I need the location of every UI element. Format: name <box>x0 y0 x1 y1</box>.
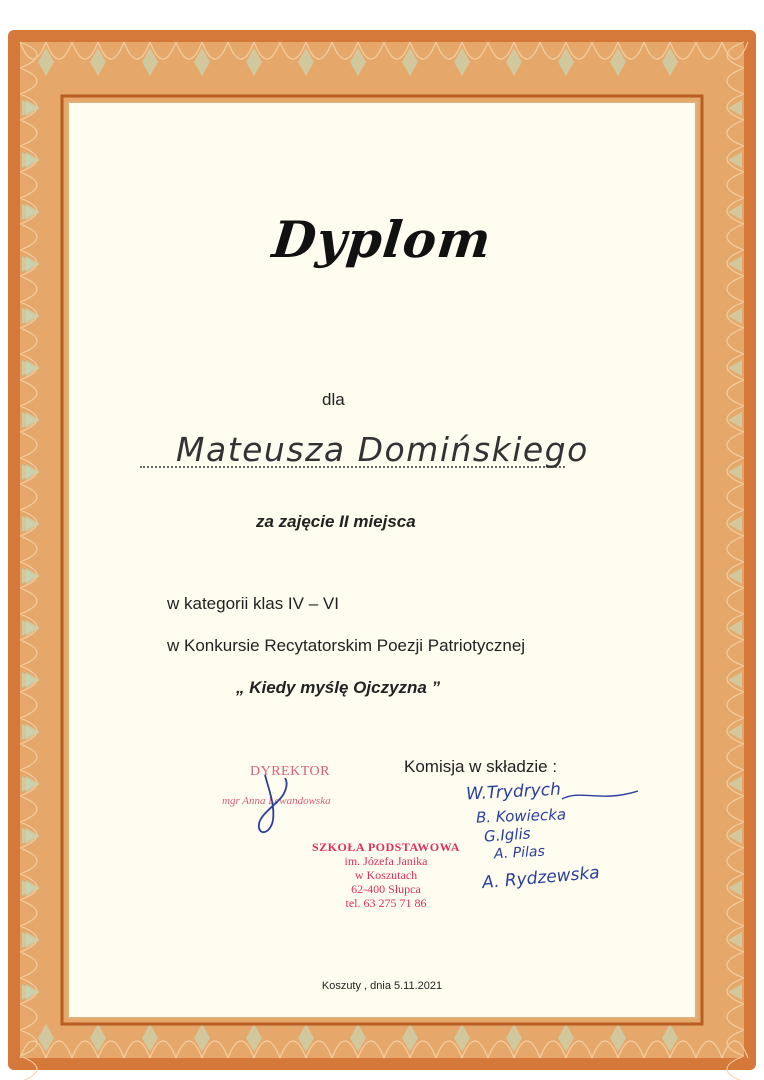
school-stamp <box>312 840 460 910</box>
committee-signature: W.Trydrych <box>465 779 562 805</box>
stamp-line: w Koszutach <box>354 868 418 882</box>
director-stamp-name: mgr Anna Lewandowska <box>222 795 331 807</box>
stamp-line: im. Józefa Janika <box>344 854 428 868</box>
for-label: dla <box>322 390 345 409</box>
director-signature <box>245 770 305 845</box>
place-date: Koszuty , dnia 5.11.2021 <box>321 980 443 992</box>
committee-signature: A. Rydzewska <box>481 862 601 894</box>
stamp-title: SZKOŁA PODSTAWOWA <box>312 840 460 854</box>
contest-text: w Konkursie Recytatorskim Poezji Patriotycznej <box>167 636 526 655</box>
diploma-title: Dyplom <box>269 210 495 269</box>
recipient-name: Mateusza Domińskiego <box>176 430 589 469</box>
stamp-line: 62-400 Słupca <box>351 882 421 896</box>
award-place: za zajęcie II miejsca <box>256 512 416 531</box>
signature-flourish <box>560 785 640 805</box>
committee-signature: A. Pilas <box>493 843 546 863</box>
committee-signature: B. Kowiecka <box>475 805 567 827</box>
committee-label: Komisja w składzie : <box>404 757 558 776</box>
category-text: w kategorii klas IV – VI <box>167 594 339 613</box>
director-stamp-title: DYREKTOR <box>250 764 330 779</box>
committee-signature: G.Iglis <box>483 824 532 846</box>
poem-title: „ Kiedy myślę Ojczyzna ” <box>236 678 441 697</box>
stamp-line: tel. 63 275 71 86 <box>345 896 427 910</box>
